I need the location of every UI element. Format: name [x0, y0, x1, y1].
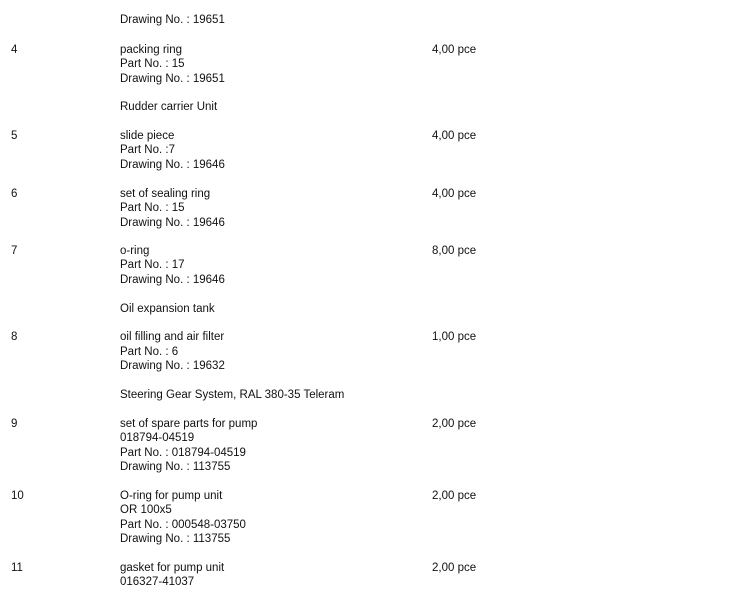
item-quantity: 4,00 pce — [432, 44, 477, 56]
item-description-line: slide piece — [120, 130, 175, 142]
item-description-line: set of spare parts for pump — [120, 418, 258, 430]
item-description-line: OR 100x5 — [120, 504, 172, 516]
item-description-line: Part No. : 17 — [120, 259, 185, 271]
item-description-line: Drawing No. : 19646 — [120, 274, 225, 286]
item-number: 11 — [11, 562, 23, 574]
item-quantity: 4,00 pce — [432, 130, 477, 142]
item-number: 9 — [11, 418, 18, 430]
item-quantity: 8,00 pce — [432, 245, 477, 257]
item-description-line: O-ring for pump unit — [120, 490, 223, 502]
item-number: 6 — [11, 188, 18, 200]
item-quantity: 2,00 pce — [432, 490, 477, 502]
item-number: 4 — [11, 44, 18, 56]
item-description-line: Rudder carrier Unit — [120, 101, 218, 113]
item-description-line: Part No. : 15 — [120, 202, 185, 214]
item-quantity: 4,00 pce — [432, 188, 477, 200]
item-description-line: 018794-04519 — [120, 432, 195, 444]
item-number: 10 — [11, 490, 24, 502]
item-description-line: Drawing No. : 19651 — [120, 14, 225, 26]
item-description-line: Part No. : 018794-04519 — [120, 447, 246, 459]
item-description-line: Drawing No. : 19651 — [120, 73, 225, 85]
item-description-line: oil filling and air filter — [120, 331, 225, 343]
item-description-line: Drawing No. : 113755 — [120, 461, 231, 473]
item-description-line: o-ring — [120, 245, 150, 257]
item-description-line: Steering Gear System, RAL 380-35 Teleram — [120, 389, 345, 401]
item-number: 8 — [11, 331, 18, 343]
item-description-line: Drawing No. : 19646 — [120, 159, 225, 171]
item-description-line: Part No. : 000548-03750 — [120, 519, 246, 531]
item-number: 7 — [11, 245, 18, 257]
item-description-line: Drawing No. : 113755 — [120, 533, 231, 545]
item-description-line: set of sealing ring — [120, 188, 211, 200]
item-description-line: packing ring — [120, 44, 183, 56]
item-description-line: Part No. : 6 — [120, 346, 179, 358]
item-description-line: Drawing No. : 19646 — [120, 217, 225, 229]
item-description-line: Part No. :7 — [120, 144, 175, 156]
item-description-line: Oil expansion tank — [120, 303, 215, 315]
item-description-line: 016327-41037 — [120, 576, 195, 588]
item-quantity: 1,00 pce — [432, 331, 477, 343]
item-description-line: gasket for pump unit — [120, 562, 225, 574]
item-quantity: 2,00 pce — [432, 562, 477, 574]
item-description-line: Drawing No. : 19632 — [120, 360, 225, 372]
item-quantity: 2,00 pce — [432, 418, 477, 430]
item-number: 5 — [11, 130, 18, 142]
item-description-line: Part No. : 15 — [120, 58, 185, 70]
